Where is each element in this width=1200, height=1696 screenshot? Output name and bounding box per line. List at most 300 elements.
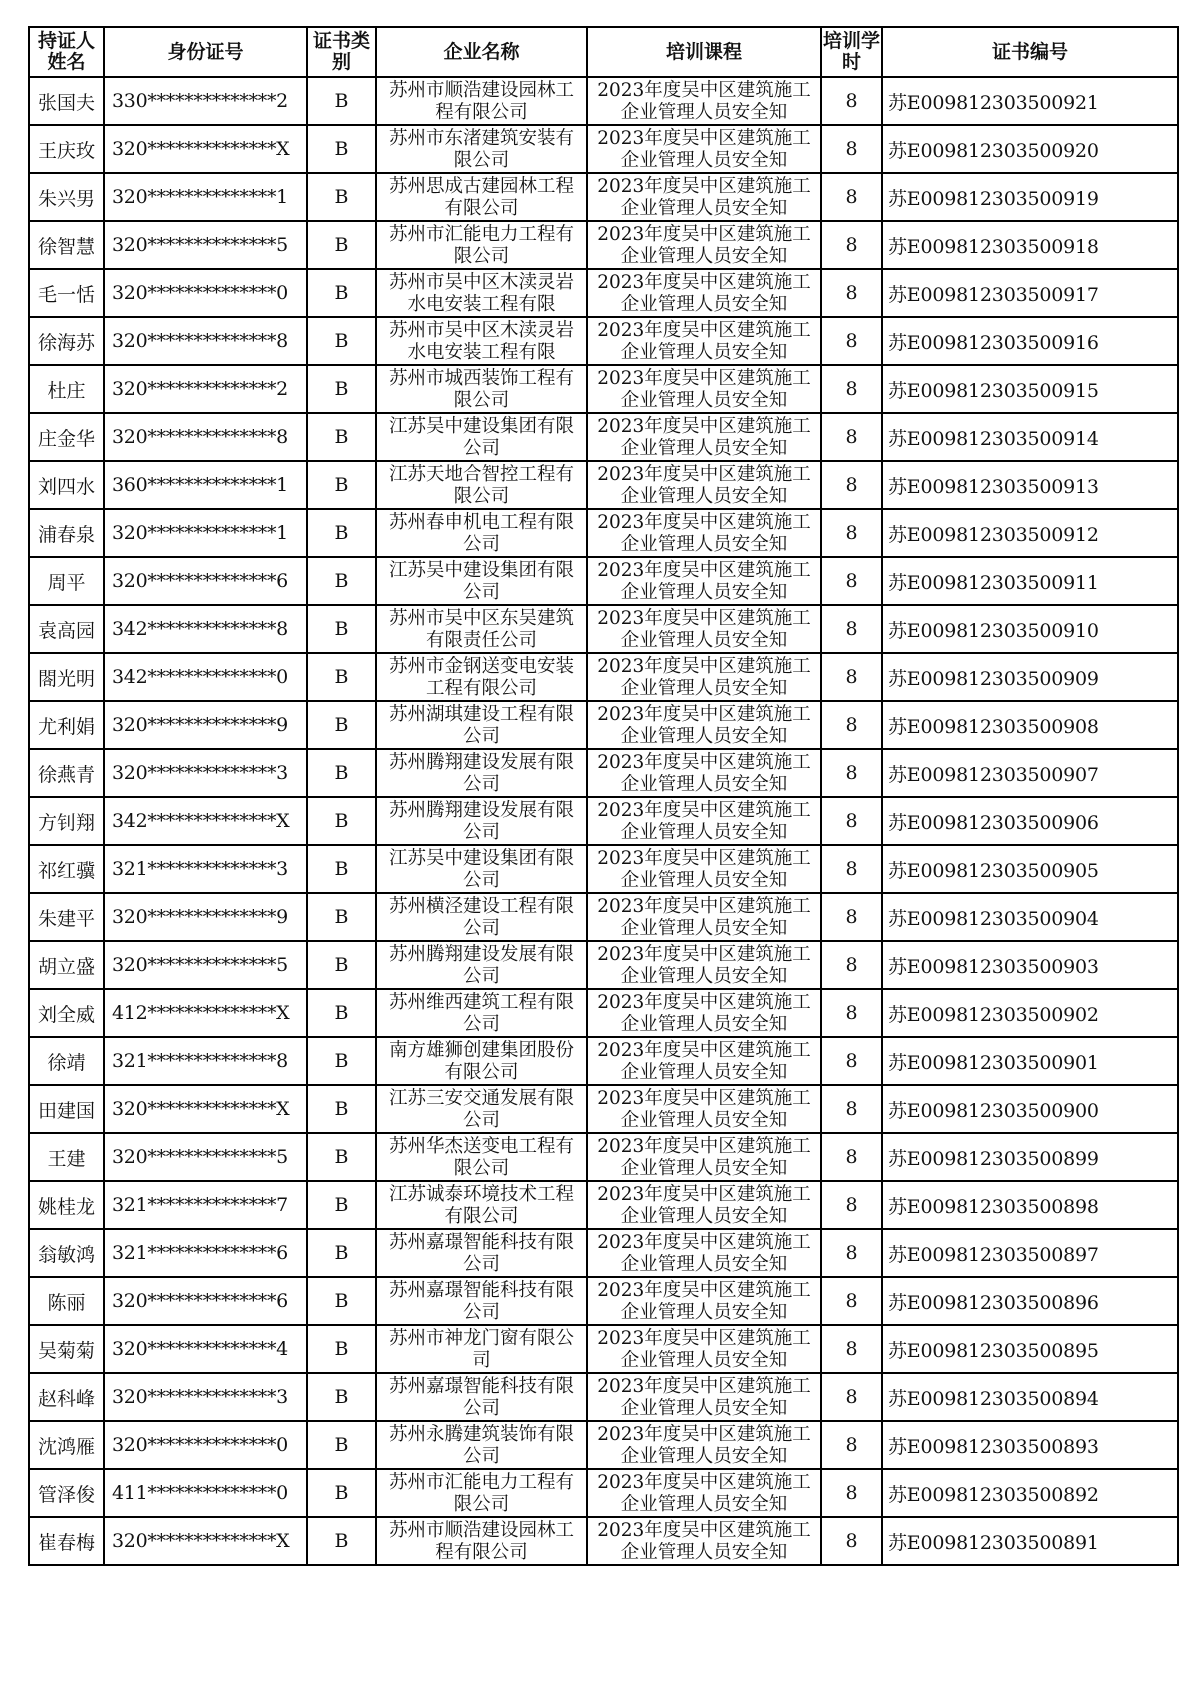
hours-cell: 8 [821, 653, 882, 701]
cert-number-cell: 苏E009812303500906 [882, 797, 1178, 845]
holder-name-cell: 杜庄 [29, 365, 104, 413]
course-text: 2023年度吴中区建筑施工企业管理人员安全知 [597, 751, 811, 795]
table-row [29, 509, 1178, 557]
table-row [29, 797, 1178, 845]
holder-name-cell: 浦春泉 [29, 509, 104, 557]
company-cell [376, 1181, 587, 1229]
cert-type-cell: B [307, 77, 376, 125]
company-cell [376, 125, 587, 173]
holder-name-cell: 赵科峰 [29, 1373, 104, 1421]
id-number-cell: 320**************1 [104, 173, 307, 221]
course-cell [587, 1373, 821, 1421]
course-text: 2023年度吴中区建筑施工企业管理人员安全知 [597, 607, 811, 651]
cert-number-cell: 苏E009812303500902 [882, 989, 1178, 1037]
id-number-cell: 321**************7 [104, 1181, 307, 1229]
cert-number-cell: 苏E009812303500909 [882, 653, 1178, 701]
id-number-cell: 321**************3 [104, 845, 307, 893]
company-cell [376, 1037, 587, 1085]
hours-cell: 8 [821, 221, 882, 269]
cert-number-cell: 苏E009812303500914 [882, 413, 1178, 461]
cert-number-cell: 苏E009812303500904 [882, 893, 1178, 941]
course-text: 2023年度吴中区建筑施工企业管理人员安全知 [597, 799, 811, 843]
company-text: 苏州市金钢送变电安装工程有限公司 [388, 655, 574, 699]
course-cell [587, 1181, 821, 1229]
course-text: 2023年度吴中区建筑施工企业管理人员安全知 [597, 319, 811, 363]
course-text: 2023年度吴中区建筑施工企业管理人员安全知 [597, 1231, 811, 1275]
company-cell [376, 701, 587, 749]
company-cell [376, 653, 587, 701]
cert-number-cell: 苏E009812303500919 [882, 173, 1178, 221]
company-text: 苏州维西建筑工程有限公司 [388, 991, 574, 1035]
holder-name-cell: 尤利娟 [29, 701, 104, 749]
id-number-cell: 342**************X [104, 797, 307, 845]
id-number-cell: 320**************X [104, 1517, 307, 1565]
table-body [29, 77, 1178, 1565]
header-row [29, 27, 1178, 77]
table-row [29, 653, 1178, 701]
holder-name-cell: 徐靖 [29, 1037, 104, 1085]
company-text: 江苏吴中建设集团有限公司 [388, 559, 574, 603]
header-company: 企业名称 [376, 27, 587, 77]
cert-number-cell: 苏E009812303500916 [882, 317, 1178, 365]
table-row [29, 1133, 1178, 1181]
hours-cell: 8 [821, 1373, 882, 1421]
holder-name-cell: 胡立盛 [29, 941, 104, 989]
holder-name-cell: 袁高园 [29, 605, 104, 653]
company-text: 苏州横泾建设工程有限公司 [388, 895, 574, 939]
cert-number-cell: 苏E009812303500910 [882, 605, 1178, 653]
hours-cell: 8 [821, 365, 882, 413]
holder-name-cell: 田建国 [29, 1085, 104, 1133]
holder-name-cell: 周平 [29, 557, 104, 605]
cert-type-cell: B [307, 269, 376, 317]
company-cell [376, 797, 587, 845]
hours-cell: 8 [821, 989, 882, 1037]
course-cell [587, 653, 821, 701]
course-text: 2023年度吴中区建筑施工企业管理人员安全知 [597, 1279, 811, 1323]
cert-type-cell: B [307, 605, 376, 653]
cert-number-cell: 苏E009812303500893 [882, 1421, 1178, 1469]
course-text: 2023年度吴中区建筑施工企业管理人员安全知 [597, 415, 811, 459]
course-cell [587, 1517, 821, 1565]
course-cell [587, 1085, 821, 1133]
company-text: 苏州市城西装饰工程有限公司 [388, 367, 574, 411]
company-cell [376, 317, 587, 365]
course-cell [587, 989, 821, 1037]
course-cell [587, 413, 821, 461]
company-text: 苏州市神龙门窗有限公司 [388, 1327, 574, 1371]
cert-type-cell: B [307, 1325, 376, 1373]
company-text: 苏州嘉璟智能科技有限公司 [388, 1375, 574, 1419]
table-row [29, 989, 1178, 1037]
company-text: 苏州腾翔建设发展有限公司 [388, 799, 574, 843]
course-text: 2023年度吴中区建筑施工企业管理人员安全知 [597, 703, 811, 747]
holder-name-cell: 庄金华 [29, 413, 104, 461]
company-text: 苏州市汇能电力工程有限公司 [388, 223, 574, 267]
company-cell [376, 749, 587, 797]
cert-type-cell: B [307, 1277, 376, 1325]
id-number-cell: 320**************X [104, 125, 307, 173]
hours-cell: 8 [821, 125, 882, 173]
company-text: 苏州市吴中区木渎灵岩水电安装工程有限 [388, 319, 574, 363]
company-cell [376, 77, 587, 125]
id-number-cell: 330**************2 [104, 77, 307, 125]
holder-name-cell: 祁红骥 [29, 845, 104, 893]
company-cell [376, 989, 587, 1037]
company-cell [376, 1085, 587, 1133]
company-text: 苏州思成古建园林工程有限公司 [388, 175, 574, 219]
company-cell [376, 845, 587, 893]
hours-cell: 8 [821, 1325, 882, 1373]
id-number-cell: 320**************5 [104, 221, 307, 269]
table-row [29, 461, 1178, 509]
hours-cell: 8 [821, 1181, 882, 1229]
table-row [29, 1469, 1178, 1517]
course-cell [587, 1421, 821, 1469]
course-text: 2023年度吴中区建筑施工企业管理人员安全知 [597, 271, 811, 315]
company-cell [376, 941, 587, 989]
id-number-cell: 320**************1 [104, 509, 307, 557]
company-cell [376, 221, 587, 269]
course-cell [587, 557, 821, 605]
holder-name-cell: 徐燕青 [29, 749, 104, 797]
holder-name-cell: 姚桂龙 [29, 1181, 104, 1229]
company-text: 苏州永腾建筑装饰有限公司 [388, 1423, 574, 1467]
cert-number-cell: 苏E009812303500903 [882, 941, 1178, 989]
cert-type-cell: B [307, 1469, 376, 1517]
company-text: 苏州市汇能电力工程有限公司 [388, 1471, 574, 1515]
hours-cell: 8 [821, 509, 882, 557]
company-text: 苏州市吴中区木渎灵岩水电安装工程有限 [388, 271, 574, 315]
cert-type-cell: B [307, 1517, 376, 1565]
header-cert-number: 证书编号 [882, 27, 1178, 77]
company-text: 苏州腾翔建设发展有限公司 [388, 943, 574, 987]
company-text: 苏州市吴中区东吴建筑有限责任公司 [388, 607, 574, 651]
course-cell [587, 1469, 821, 1517]
table-row [29, 1517, 1178, 1565]
table-row [29, 1373, 1178, 1421]
cert-type-cell: B [307, 317, 376, 365]
company-cell [376, 893, 587, 941]
header-id-number: 身份证号 [104, 27, 307, 77]
hours-cell: 8 [821, 1037, 882, 1085]
holder-name-cell: 崔春梅 [29, 1517, 104, 1565]
hours-cell: 8 [821, 173, 882, 221]
company-cell [376, 557, 587, 605]
cert-number-cell: 苏E009812303500894 [882, 1373, 1178, 1421]
course-cell [587, 1325, 821, 1373]
id-number-cell: 320**************9 [104, 893, 307, 941]
company-cell [376, 413, 587, 461]
table-row [29, 365, 1178, 413]
hours-cell: 8 [821, 1277, 882, 1325]
holder-name-cell: 徐智慧 [29, 221, 104, 269]
company-cell [376, 1373, 587, 1421]
id-number-cell: 320**************5 [104, 941, 307, 989]
cert-type-cell: B [307, 941, 376, 989]
company-cell [376, 269, 587, 317]
course-cell [587, 509, 821, 557]
table-row [29, 893, 1178, 941]
holder-name-cell: 吴菊菊 [29, 1325, 104, 1373]
course-cell [587, 941, 821, 989]
course-text: 2023年度吴中区建筑施工企业管理人员安全知 [597, 1423, 811, 1467]
cert-type-cell: B [307, 1421, 376, 1469]
table-row [29, 1277, 1178, 1325]
hours-cell: 8 [821, 941, 882, 989]
hours-cell: 8 [821, 749, 882, 797]
cert-number-cell: 苏E009812303500921 [882, 77, 1178, 125]
table-row [29, 1181, 1178, 1229]
course-cell [587, 365, 821, 413]
cert-number-cell: 苏E009812303500908 [882, 701, 1178, 749]
hours-cell: 8 [821, 1469, 882, 1517]
id-number-cell: 320**************0 [104, 269, 307, 317]
id-number-cell: 320**************8 [104, 317, 307, 365]
course-text: 2023年度吴中区建筑施工企业管理人员安全知 [597, 991, 811, 1035]
table-row [29, 557, 1178, 605]
cert-type-cell: B [307, 797, 376, 845]
course-cell [587, 173, 821, 221]
id-number-cell: 342**************8 [104, 605, 307, 653]
company-text: 南方雄狮创建集团股份有限公司 [388, 1039, 574, 1083]
table-row [29, 701, 1178, 749]
header-course: 培训课程 [587, 27, 821, 77]
table-row [29, 173, 1178, 221]
hours-cell: 8 [821, 797, 882, 845]
cert-number-cell: 苏E009812303500892 [882, 1469, 1178, 1517]
table-row [29, 1037, 1178, 1085]
company-cell [376, 605, 587, 653]
company-cell [376, 173, 587, 221]
id-number-cell: 320**************2 [104, 365, 307, 413]
course-text: 2023年度吴中区建筑施工企业管理人员安全知 [597, 1375, 811, 1419]
course-text: 2023年度吴中区建筑施工企业管理人员安全知 [597, 127, 811, 171]
holder-name-cell: 沈鸿雁 [29, 1421, 104, 1469]
course-cell [587, 77, 821, 125]
course-text: 2023年度吴中区建筑施工企业管理人员安全知 [597, 559, 811, 603]
company-cell [376, 1277, 587, 1325]
cert-number-cell: 苏E009812303500901 [882, 1037, 1178, 1085]
table-row [29, 1085, 1178, 1133]
cert-type-cell: B [307, 509, 376, 557]
holder-name-cell: 王庆玫 [29, 125, 104, 173]
cert-number-cell: 苏E009812303500920 [882, 125, 1178, 173]
id-number-cell: 320**************8 [104, 413, 307, 461]
id-number-cell: 320**************6 [104, 1277, 307, 1325]
course-text: 2023年度吴中区建筑施工企业管理人员安全知 [597, 463, 811, 507]
course-text: 2023年度吴中区建筑施工企业管理人员安全知 [597, 175, 811, 219]
course-cell [587, 1229, 821, 1277]
cert-type-cell: B [307, 749, 376, 797]
id-number-cell: 320**************3 [104, 749, 307, 797]
course-cell [587, 893, 821, 941]
cert-type-cell: B [307, 461, 376, 509]
hours-cell: 8 [821, 413, 882, 461]
course-text: 2023年度吴中区建筑施工企业管理人员安全知 [597, 655, 811, 699]
hours-cell: 8 [821, 269, 882, 317]
cert-type-cell: B [307, 1133, 376, 1181]
id-number-cell: 320**************6 [104, 557, 307, 605]
course-cell [587, 749, 821, 797]
header-holder-name: 持证人姓名 [29, 27, 104, 77]
id-number-cell: 360**************1 [104, 461, 307, 509]
course-cell [587, 461, 821, 509]
holder-name-cell: 张国夫 [29, 77, 104, 125]
hours-cell: 8 [821, 1133, 882, 1181]
course-text: 2023年度吴中区建筑施工企业管理人员安全知 [597, 1519, 811, 1563]
course-text: 2023年度吴中区建筑施工企业管理人员安全知 [597, 1183, 811, 1227]
hours-cell: 8 [821, 77, 882, 125]
cert-number-cell: 苏E009812303500907 [882, 749, 1178, 797]
cert-type-cell: B [307, 221, 376, 269]
holder-name-cell: 朱建平 [29, 893, 104, 941]
table-row [29, 221, 1178, 269]
table-row [29, 77, 1178, 125]
cert-type-cell: B [307, 653, 376, 701]
company-text: 苏州春申机电工程有限公司 [388, 511, 574, 555]
header-hours: 培训学时 [821, 27, 882, 77]
company-cell [376, 1229, 587, 1277]
table-row [29, 413, 1178, 461]
cert-type-cell: B [307, 365, 376, 413]
company-cell [376, 1325, 587, 1373]
company-text: 苏州嘉璟智能科技有限公司 [388, 1231, 574, 1275]
hours-cell: 8 [821, 557, 882, 605]
company-cell [376, 1421, 587, 1469]
cert-number-cell: 苏E009812303500913 [882, 461, 1178, 509]
holder-name-cell: 王建 [29, 1133, 104, 1181]
cert-type-cell: B [307, 989, 376, 1037]
hours-cell: 8 [821, 1085, 882, 1133]
course-cell [587, 269, 821, 317]
holder-name-cell: 刘四水 [29, 461, 104, 509]
course-cell [587, 701, 821, 749]
cert-type-cell: B [307, 413, 376, 461]
course-text: 2023年度吴中区建筑施工企业管理人员安全知 [597, 847, 811, 891]
course-text: 2023年度吴中区建筑施工企业管理人员安全知 [597, 1039, 811, 1083]
company-text: 江苏吴中建设集团有限公司 [388, 415, 574, 459]
company-cell [376, 365, 587, 413]
cert-type-cell: B [307, 173, 376, 221]
holder-name-cell: 陈丽 [29, 1277, 104, 1325]
cert-number-cell: 苏E009812303500911 [882, 557, 1178, 605]
cert-number-cell: 苏E009812303500891 [882, 1517, 1178, 1565]
hours-cell: 8 [821, 461, 882, 509]
holder-name-cell: 刘全威 [29, 989, 104, 1037]
id-number-cell: 320**************3 [104, 1373, 307, 1421]
cert-number-cell: 苏E009812303500895 [882, 1325, 1178, 1373]
course-cell [587, 1037, 821, 1085]
company-text: 苏州嘉璟智能科技有限公司 [388, 1279, 574, 1323]
cert-type-cell: B [307, 1373, 376, 1421]
course-cell [587, 605, 821, 653]
company-text: 江苏诚泰环境技术工程有限公司 [388, 1183, 574, 1227]
cert-type-cell: B [307, 125, 376, 173]
cert-number-cell: 苏E009812303500917 [882, 269, 1178, 317]
cert-number-cell: 苏E009812303500896 [882, 1277, 1178, 1325]
cert-number-cell: 苏E009812303500915 [882, 365, 1178, 413]
table-row [29, 1229, 1178, 1277]
course-text: 2023年度吴中区建筑施工企业管理人员安全知 [597, 1135, 811, 1179]
id-number-cell: 411**************0 [104, 1469, 307, 1517]
id-number-cell: 412**************X [104, 989, 307, 1037]
holder-name-cell: 翁敏鸿 [29, 1229, 104, 1277]
hours-cell: 8 [821, 1229, 882, 1277]
company-cell [376, 509, 587, 557]
table-row [29, 317, 1178, 365]
course-text: 2023年度吴中区建筑施工企业管理人员安全知 [597, 367, 811, 411]
table-row [29, 125, 1178, 173]
holder-name-cell: 朱兴男 [29, 173, 104, 221]
holder-name-cell: 方钊翔 [29, 797, 104, 845]
table-row [29, 269, 1178, 317]
course-text: 2023年度吴中区建筑施工企业管理人员安全知 [597, 1327, 811, 1371]
hours-cell: 8 [821, 701, 882, 749]
course-cell [587, 221, 821, 269]
company-text: 江苏天地合智控工程有限公司 [388, 463, 574, 507]
cert-type-cell: B [307, 845, 376, 893]
company-text: 苏州腾翔建设发展有限公司 [388, 751, 574, 795]
cert-number-cell: 苏E009812303500900 [882, 1085, 1178, 1133]
course-cell [587, 845, 821, 893]
id-number-cell: 342**************0 [104, 653, 307, 701]
course-text: 2023年度吴中区建筑施工企业管理人员安全知 [597, 79, 811, 123]
certificate-table [28, 26, 1179, 1566]
cert-type-cell: B [307, 701, 376, 749]
course-text: 2023年度吴中区建筑施工企业管理人员安全知 [597, 223, 811, 267]
holder-name-cell: 管泽俊 [29, 1469, 104, 1517]
course-cell [587, 1277, 821, 1325]
id-number-cell: 320**************X [104, 1085, 307, 1133]
company-text: 苏州市东渚建筑安装有限公司 [388, 127, 574, 171]
company-text: 苏州华杰送变电工程有限公司 [388, 1135, 574, 1179]
hours-cell: 8 [821, 845, 882, 893]
course-text: 2023年度吴中区建筑施工企业管理人员安全知 [597, 1087, 811, 1131]
course-text: 2023年度吴中区建筑施工企业管理人员安全知 [597, 895, 811, 939]
id-number-cell: 320**************9 [104, 701, 307, 749]
hours-cell: 8 [821, 893, 882, 941]
company-cell [376, 1133, 587, 1181]
cert-number-cell: 苏E009812303500899 [882, 1133, 1178, 1181]
cert-type-cell: B [307, 1085, 376, 1133]
course-cell [587, 317, 821, 365]
table-row [29, 605, 1178, 653]
hours-cell: 8 [821, 1421, 882, 1469]
table-row [29, 749, 1178, 797]
company-text: 江苏吴中建设集团有限公司 [388, 847, 574, 891]
hours-cell: 8 [821, 1517, 882, 1565]
company-cell [376, 1469, 587, 1517]
header-cert-type: 证书类别 [307, 27, 376, 77]
table-row [29, 845, 1178, 893]
table-row [29, 1421, 1178, 1469]
course-text: 2023年度吴中区建筑施工企业管理人员安全知 [597, 1471, 811, 1515]
cert-type-cell: B [307, 1229, 376, 1277]
company-text: 苏州市顺浩建设园林工程有限公司 [388, 1519, 574, 1563]
id-number-cell: 320**************4 [104, 1325, 307, 1373]
id-number-cell: 321**************8 [104, 1037, 307, 1085]
holder-name-cell: 閤光明 [29, 653, 104, 701]
cert-number-cell: 苏E009812303500918 [882, 221, 1178, 269]
holder-name-cell: 徐海苏 [29, 317, 104, 365]
cert-number-cell: 苏E009812303500898 [882, 1181, 1178, 1229]
company-cell [376, 1517, 587, 1565]
id-number-cell: 321**************6 [104, 1229, 307, 1277]
company-cell [376, 461, 587, 509]
table-row [29, 941, 1178, 989]
cert-number-cell: 苏E009812303500905 [882, 845, 1178, 893]
